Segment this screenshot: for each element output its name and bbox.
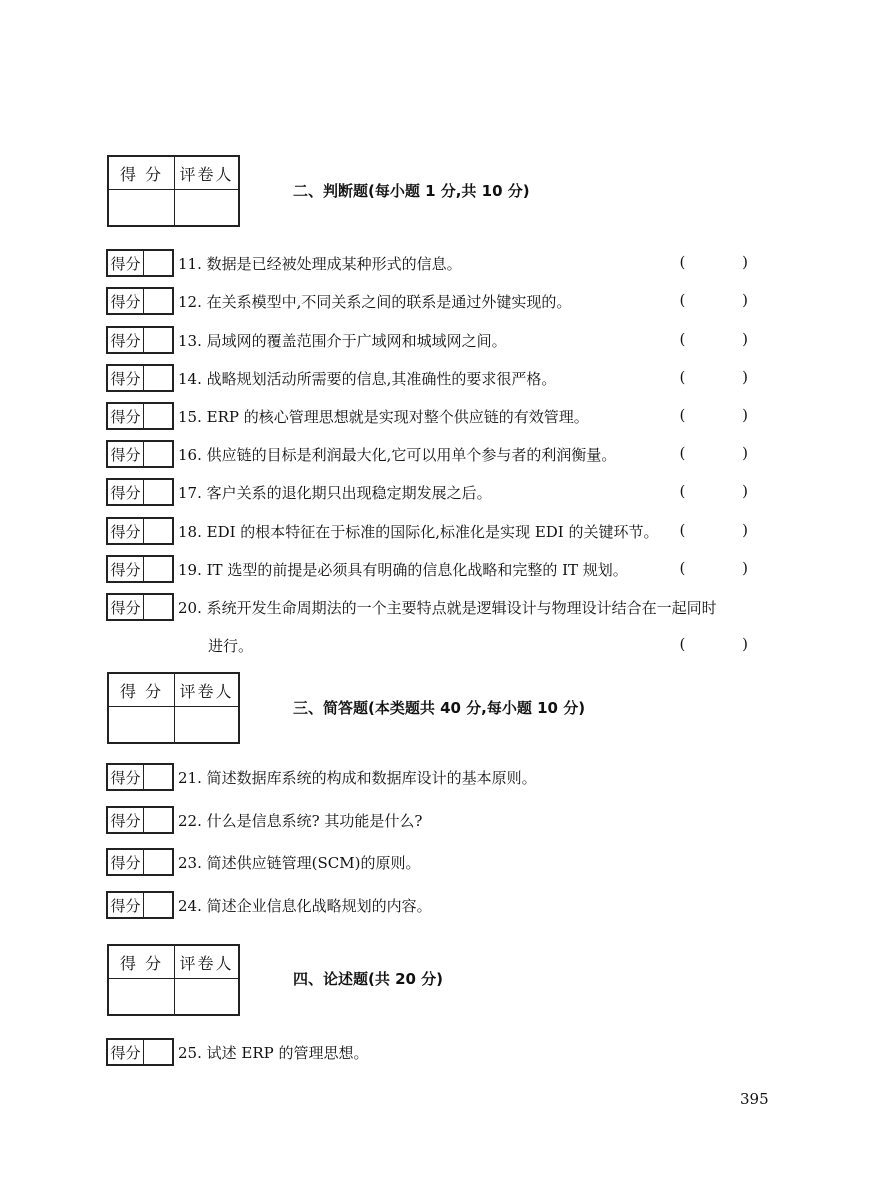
score-cell[interactable] bbox=[109, 707, 175, 742]
question-text: 22. 什么是信息系统? 其功能是什么? bbox=[178, 812, 423, 830]
question-row bbox=[106, 249, 782, 277]
question-row bbox=[106, 517, 782, 545]
row-score-box[interactable]: 得分 bbox=[106, 848, 174, 876]
question-text: 11. 数据是已经被处理成某种形式的信息。 bbox=[178, 255, 462, 273]
answer-paren[interactable]: ( ) bbox=[679, 368, 774, 386]
row-score-box[interactable]: 得分 bbox=[106, 891, 174, 919]
question-row bbox=[106, 287, 782, 315]
row-score-box[interactable]: 得分 bbox=[106, 326, 174, 354]
question-text: 20. 系统开发生命周期法的一个主要特点就是逻辑设计与物理设计结合在一起同时 bbox=[178, 599, 717, 617]
row-score-box[interactable]: 得分 bbox=[106, 763, 174, 791]
question-row bbox=[106, 326, 782, 354]
reviewer-header: 评卷人 bbox=[175, 674, 238, 707]
question-row bbox=[106, 891, 782, 919]
reviewer-header: 评卷人 bbox=[175, 946, 238, 979]
question-text: 18. EDI 的根本特征在于标准的国际化,标准化是实现 EDI 的关键环节。 bbox=[178, 523, 659, 541]
grader-box bbox=[107, 672, 240, 744]
row-score-box[interactable]: 得分 bbox=[106, 555, 174, 583]
question-text: 17. 客户关系的退化期只出现稳定期发展之后。 bbox=[178, 484, 492, 502]
question-row bbox=[106, 848, 782, 876]
question-text: 21. 简述数据库系统的构成和数据库设计的基本原则。 bbox=[178, 769, 537, 787]
answer-paren[interactable]: ( ) bbox=[679, 291, 774, 309]
reviewer-header: 评卷人 bbox=[175, 157, 238, 190]
row-score-box[interactable]: 得分 bbox=[106, 249, 174, 277]
question-row bbox=[106, 1038, 782, 1066]
row-score-box[interactable]: 得分 bbox=[106, 364, 174, 392]
answer-paren[interactable]: ( ) bbox=[679, 559, 774, 577]
score-header: 得 分 bbox=[109, 157, 175, 190]
section-title: 四、论述题(共 20 分) bbox=[293, 970, 444, 988]
question-text: 14. 战略规划活动所需要的信息,其准确性的要求很严格。 bbox=[178, 370, 557, 388]
answer-paren[interactable]: ( ) bbox=[679, 330, 774, 348]
row-score-box[interactable]: 得分 bbox=[106, 517, 174, 545]
reviewer-cell[interactable] bbox=[175, 707, 238, 742]
question-text: 12. 在关系模型中,不同关系之间的联系是通过外键实现的。 bbox=[178, 293, 572, 311]
question-row bbox=[106, 478, 782, 506]
answer-paren[interactable]: ( ) bbox=[679, 444, 774, 462]
score-header: 得 分 bbox=[109, 946, 175, 979]
question-text: 15. ERP 的核心管理思想就是实现对整个供应链的有效管理。 bbox=[178, 408, 589, 426]
row-score-box[interactable]: 得分 bbox=[106, 1038, 174, 1066]
question-row bbox=[106, 440, 782, 468]
question-text-continued: 进行。 bbox=[208, 637, 254, 655]
answer-paren[interactable]: ( ) bbox=[679, 521, 774, 539]
section-title: 二、判断题(每小题 1 分,共 10 分) bbox=[293, 182, 530, 200]
row-score-box[interactable]: 得分 bbox=[106, 806, 174, 834]
answer-paren[interactable]: ( ) bbox=[679, 635, 774, 653]
row-score-box[interactable]: 得分 bbox=[106, 593, 174, 621]
question-text: 16. 供应链的目标是利润最大化,它可以用单个参与者的利润衡量。 bbox=[178, 446, 617, 464]
row-score-box[interactable]: 得分 bbox=[106, 402, 174, 430]
row-score-box[interactable]: 得分 bbox=[106, 478, 174, 506]
score-cell[interactable] bbox=[109, 190, 175, 225]
question-row bbox=[106, 555, 782, 583]
question-text: 24. 简述企业信息化战略规划的内容。 bbox=[178, 897, 432, 915]
question-text: 23. 简述供应链管理(SCM)的原则。 bbox=[178, 854, 421, 872]
row-score-box[interactable]: 得分 bbox=[106, 440, 174, 468]
question-row bbox=[106, 364, 782, 392]
question-row bbox=[106, 763, 782, 791]
question-row bbox=[106, 593, 782, 655]
answer-paren[interactable]: ( ) bbox=[679, 406, 774, 424]
page-number: 395 bbox=[740, 1090, 769, 1108]
score-cell[interactable] bbox=[109, 979, 175, 1014]
score-header: 得 分 bbox=[109, 674, 175, 707]
reviewer-cell[interactable] bbox=[175, 979, 238, 1014]
question-text: 25. 试述 ERP 的管理思想。 bbox=[178, 1044, 369, 1062]
question-text: 13. 局域网的覆盖范围介于广域网和城域网之间。 bbox=[178, 332, 507, 350]
grader-box bbox=[107, 944, 240, 1016]
question-row bbox=[106, 806, 782, 834]
question-text: 19. IT 选型的前提是必须具有明确的信息化战略和完整的 IT 规划。 bbox=[178, 561, 628, 579]
answer-paren[interactable]: ( ) bbox=[679, 253, 774, 271]
reviewer-cell[interactable] bbox=[175, 190, 238, 225]
grader-box bbox=[107, 155, 240, 227]
section-title: 三、简答题(本类题共 40 分,每小题 10 分) bbox=[293, 699, 586, 717]
row-score-box[interactable]: 得分 bbox=[106, 287, 174, 315]
question-row bbox=[106, 402, 782, 430]
answer-paren[interactable]: ( ) bbox=[679, 482, 774, 500]
